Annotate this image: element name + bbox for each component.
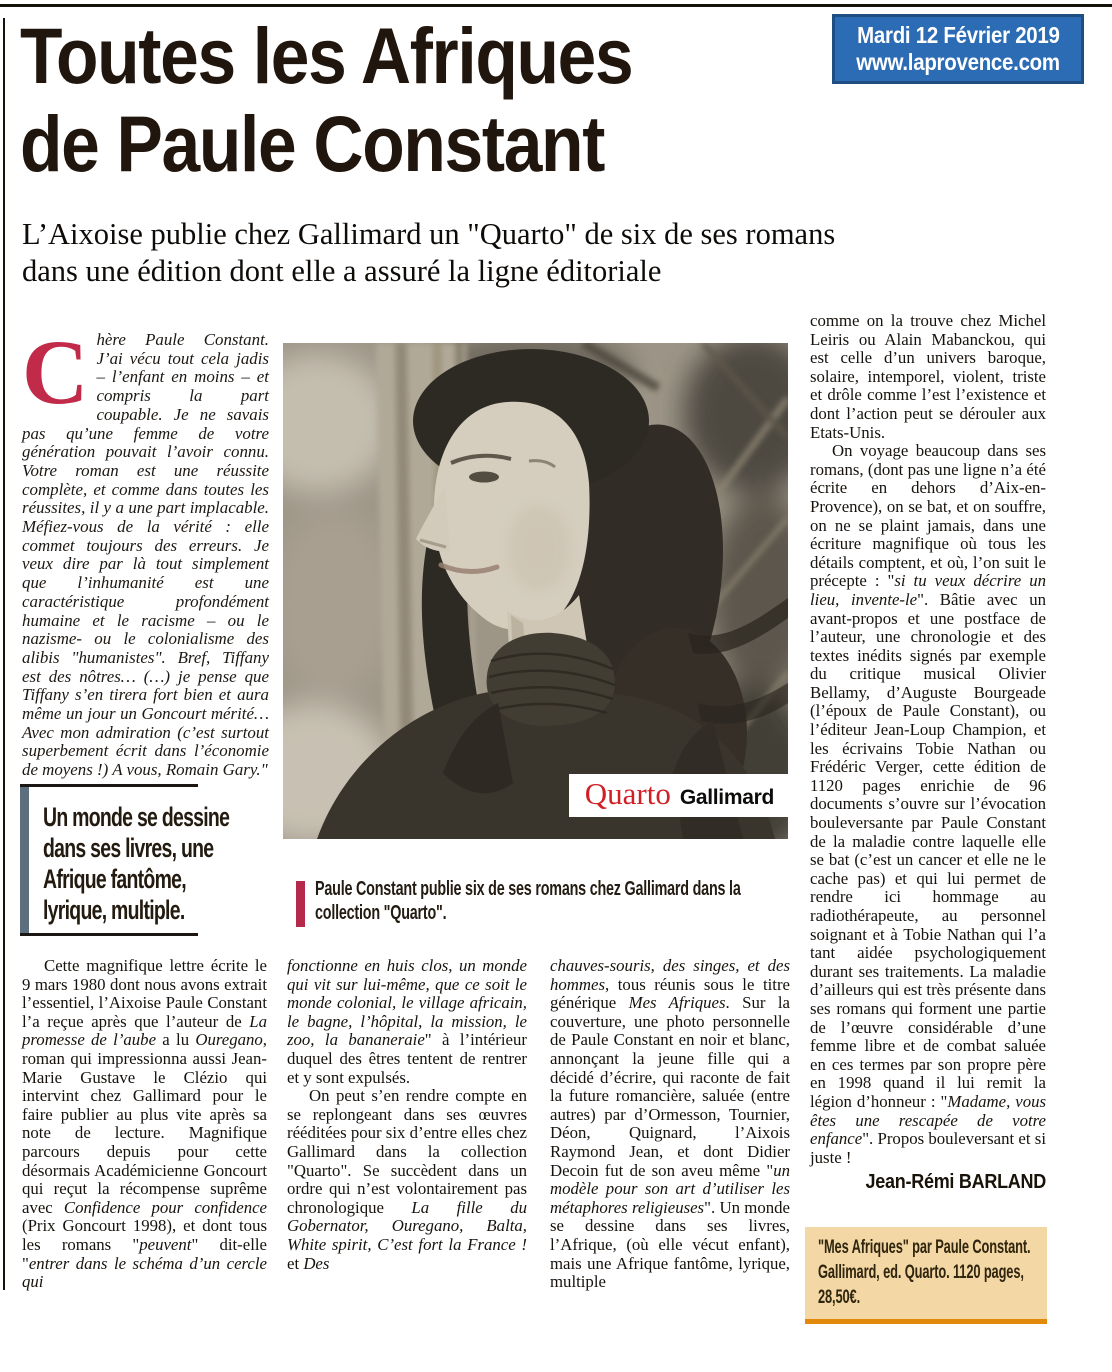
pullquote-text: Un monde se dessine dans ses livres, une Afrique fantôme, lyrique, multiple. — [43, 802, 230, 925]
paragraph: fonctionne en huis clos, un monde qui vit sur lui-même, que ce soit le monde colonial, le village africain, le bagne, l’hôpital, la mission, le zoo, la bananeraie" à l’intérieur duquel des êtres tentent de rentrer et y sont expulsés. — [287, 956, 527, 1087]
caption-text: Paule Constant publie six de ses romans chez Gallimard dans la collection "Quarto". — [315, 877, 741, 924]
photo-caption — [296, 877, 796, 925]
top-rule — [0, 4, 1112, 7]
body-column-1 — [22, 957, 267, 1292]
pullquote-bar — [20, 787, 29, 933]
paragraph: On peut s’en rendre compte en se replongeant dans ses œuvres rééditées pour six d’entre elles chez Gallimard dans la collection "Quarto". Se succèdent dans un ordre qui n’est volontairement pas chronologique La fille du Gobernator, Ouregano, Balta, White spirit, C’est fort la France ! et Des — [287, 1086, 527, 1273]
quarto-wordmark: Quarto — [584, 776, 671, 811]
drop-cap: C — [22, 321, 89, 423]
quarto-gallimard-label — [569, 774, 788, 817]
paragraph: chauves-souris, des singes, et des hommes, tous réunis sous le titre générique Mes Afriques. Sur la couverture, une photo personnelle de Paule Constant en noir et blanc, annonçant la jeune fille qui a décidé d’écrire, qui raconte de fait la future romancière, saluée (entre autres) par d’Ormesson, Tournier, Déon, Quignard, l’Aixois Raymond Jean, et dont Didier Decoin fut de son aveu même "un modèle pour son art d’utiliser les métaphores religieuses". Un monde se dessine dans ses livres, l’Afrique, (où elle vécut enfant), mais une Afrique fantôme, lyrique, multiple — [550, 956, 791, 1292]
masthead-url: www.laprovence.com — [856, 49, 1060, 75]
masthead-box — [832, 14, 1084, 84]
gallimard-wordmark: Gallimard — [679, 786, 774, 809]
body-column-3 — [550, 957, 790, 1292]
body-column-4 — [810, 312, 1046, 1194]
subhead-line-2: dans une édition dont elle a assuré la ligne éditoriale — [22, 253, 662, 288]
left-page-rule — [3, 18, 5, 1290]
letter-column — [22, 321, 269, 780]
paragraph: Cette magnifique lettre écrite le 9 mars 1980 dont nous avons extrait l’essentiel, l’Aixoise Paule Constant l’a reçue après que l’auteur de La promesse de l’aube a lu Ouregano, roman qui impressionna aussi Jean-Marie Gustave le Clézio qui intervint chez Gallimard pour le faire publier au plus vite après sa note de lecture. Magnifique parcours depuis pour cette désormais Académicienne Goncourt qui reçut la récompense suprême avec Confidence pour confidence (Prix Goncourt 1998), et dont tous les romans "peuvent" dit-elle "entrer dans le schéma d’un cercle qui — [22, 956, 267, 1292]
portrait-photo — [283, 343, 788, 839]
headline-line-2: de Paule Constant — [20, 99, 605, 188]
infobox — [805, 1227, 1047, 1324]
paragraph: On voyage beaucoup dans ses romans, (dont pas une ligne n’a été écrite en dehors d’Aix-en-Provence), on se bat, et on souffre, on ne se plaint jamais, dans une écriture magnifique où tous les détails comptent, et où, l’on suit le précepte : "si tu veux décrire un lieu, invente-le". Bâtie avec un avant-propos et une postface de l’auteur, une chronologie et des textes inédits signés par exemple du critique musical Olivier Bellamy, d’Auguste Bourgeade (l’époux de Paule Constant), ou l’éditeur Jean-Loup Champion, et les écrivains Tobie Nathan ou Frédéric Verger, cette édition de 1120 pages enrichie de 96 documents s’ouvre sur l’évocation bouleversante par Paule Constant de la maladie contre laquelle elle se bat (c’est un cancer et elle ne le cache pas) et qui lui permet de rendre ici hommage au radiothérapeute, au personnel soignant et à Tobie Nathan qui l’a tant aidée psychologiquement durant ses traitements. La maladie d’ailleurs qui est très présente dans ses romans qui forment une partie de l’œuvre considérable d’une femme libre et de combat saluée en ces termes par son propre père en 1998 quand il lui remit la légion d’honneur : "Madame, vous êtes une rescapée de votre enfance". Propos bouleversant et si juste ! — [810, 441, 1047, 1167]
masthead-date: Mardi 12 Février 2019 — [856, 22, 1060, 48]
infobox-text: "Mes Afriques" par Paule Constant. Gallimard, ed. Quarto. 1120 pages, 28,50€. — [818, 1236, 1031, 1308]
pullquote-box — [20, 784, 230, 936]
paragraph: comme on la trouve chez Michel Leiris ou Alain Mabanckou, qui est celle d’un univers baroque, solaire, intemporel, violent, triste et drôle comme l’est l’existence et dont l’action peut se dérouler aux Etats-Unis. — [810, 311, 1046, 442]
letter-text: Chère Paule Constant. J’ai vécu tout cela jadis – l’enfant en moins – et compris la part coupable. Je ne savais pas qu’une femme de votre génération pouvait l’avoir connu. Votre roman est une réussite complète, et comme dans toutes les réussites, il y a une part implacable. Méfiez-vous de la vérité : elle commet toujours des erreurs. Je veux dire par là tout simplement que l’inhumanité est une caractéristique profondément humaine et le racisme – ou le nazisme- ou le colonialisme des alibis "humanistes". Bref, Tiffany est des nôtres… (…) je pense que Tiffany s’en tirera fort bien et aura même un jour un Goncourt mérité… Avec mon admiration (c’est surtout superbement écrit dans l’économie de moyens !) A vous, Romain Gary." — [22, 321, 269, 780]
headline — [20, 12, 716, 188]
caption-bar — [296, 881, 305, 927]
portrait-photo-art — [283, 343, 788, 839]
subhead — [22, 216, 835, 289]
headline-line-1: Toutes les Afriques — [20, 11, 633, 100]
byline: Jean-Rémi BARLAND — [865, 1171, 1046, 1194]
body-column-2 — [287, 957, 527, 1273]
subhead-line-1: L’Aixoise publie chez Gallimard un "Quarto" de six de ses romans — [22, 217, 836, 251]
